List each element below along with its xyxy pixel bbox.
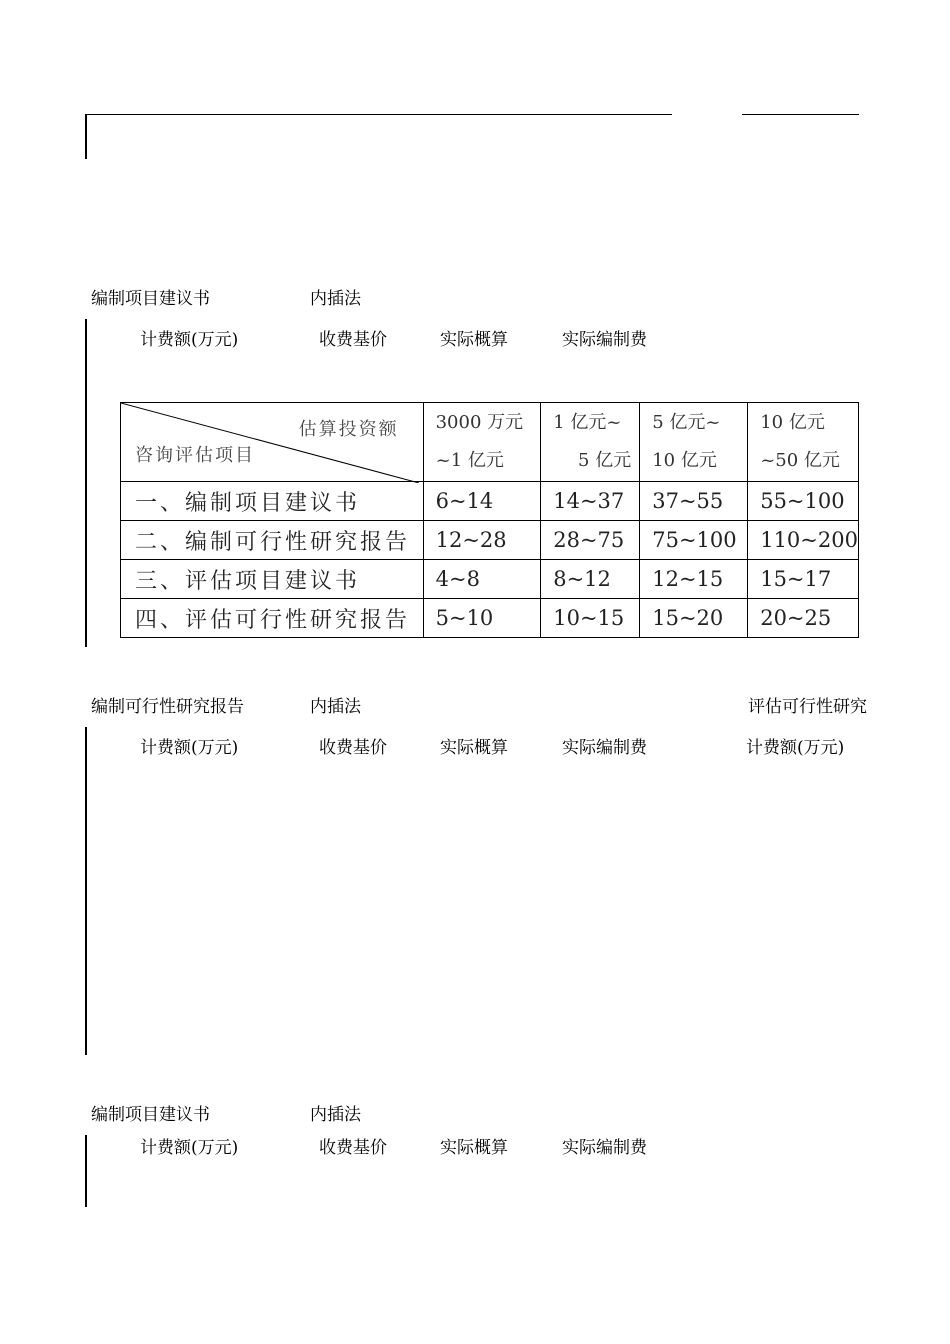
table-cell: 5~10 [423,599,541,638]
section3-col-estimate: 实际概算 [440,1138,508,1158]
section3-col-base: 收费基价 [319,1138,387,1158]
section3-title: 编制项目建议书 [91,1105,210,1125]
section2-bracket [85,727,87,1055]
section3-bracket [85,1135,87,1207]
section3-method: 内插法 [310,1105,361,1125]
table-cell: 110~200 [748,521,859,560]
section2-col-fee: 计费额(万元) [140,738,239,758]
fee-table-header: 10 亿元 ~50 亿元 [748,403,859,482]
table-cell: 12~15 [640,560,748,599]
section1-col-base: 收费基价 [319,330,387,350]
table-cell: 10~15 [541,599,640,638]
diag-bottom-label: 咨询评估项目 [135,445,255,466]
fee-table-diag-cell [121,403,424,482]
section2-title: 编制可行性研究报告 [91,697,244,717]
table-cell: 6~14 [423,482,541,521]
fee-table-header-row [121,403,859,482]
diag-top-label: 估算投资额 [298,419,399,440]
section3-col-fee: 计费额(万元) [140,1138,239,1158]
section1-col-actual: 实际编制费 [562,330,647,350]
section1-method: 内插法 [310,289,361,309]
table-row [121,560,859,599]
fee-table-header: 3000 万元 ~1 亿元 [423,403,541,482]
section1-col-fee: 计费额(万元) [140,330,239,350]
section2-col-actual: 实际编制费 [562,738,647,758]
table-row [121,482,859,521]
section2-col-estimate: 实际概算 [440,738,508,758]
table-cell: 8~12 [541,560,640,599]
table-cell: 15~17 [748,560,859,599]
row-label: 一、编制项目建议书 [121,482,424,521]
table-cell: 14~37 [541,482,640,521]
fee-table-header: 5 亿元~ 10 亿元 [640,403,748,482]
fee-table [120,402,859,638]
section2-col-base: 收费基价 [319,738,387,758]
row-label: 三、评估项目建议书 [121,560,424,599]
table-row [121,521,859,560]
section2-right-title: 评估可行性研究 [748,697,867,717]
section1-col-estimate: 实际概算 [440,330,508,350]
table-cell: 55~100 [748,482,859,521]
row-label: 二、编制可行性研究报告 [121,521,424,560]
section3-col-actual: 实际编制费 [562,1138,647,1158]
table-cell: 75~100 [640,521,748,560]
table-cell: 15~20 [640,599,748,638]
row-label: 四、评估可行性研究报告 [121,599,424,638]
table-cell: 12~28 [423,521,541,560]
table-cell: 4~8 [423,560,541,599]
table-cell: 28~75 [541,521,640,560]
section2-method: 内插法 [310,697,361,717]
table-row [121,599,859,638]
section2-right-col-fee: 计费额(万元) [746,738,845,758]
table-cell: 37~55 [640,482,748,521]
fee-table-header: 1 亿元~ 5 亿元 [541,403,640,482]
section1-title: 编制项目建议书 [91,289,210,309]
table-cell: 20~25 [748,599,859,638]
